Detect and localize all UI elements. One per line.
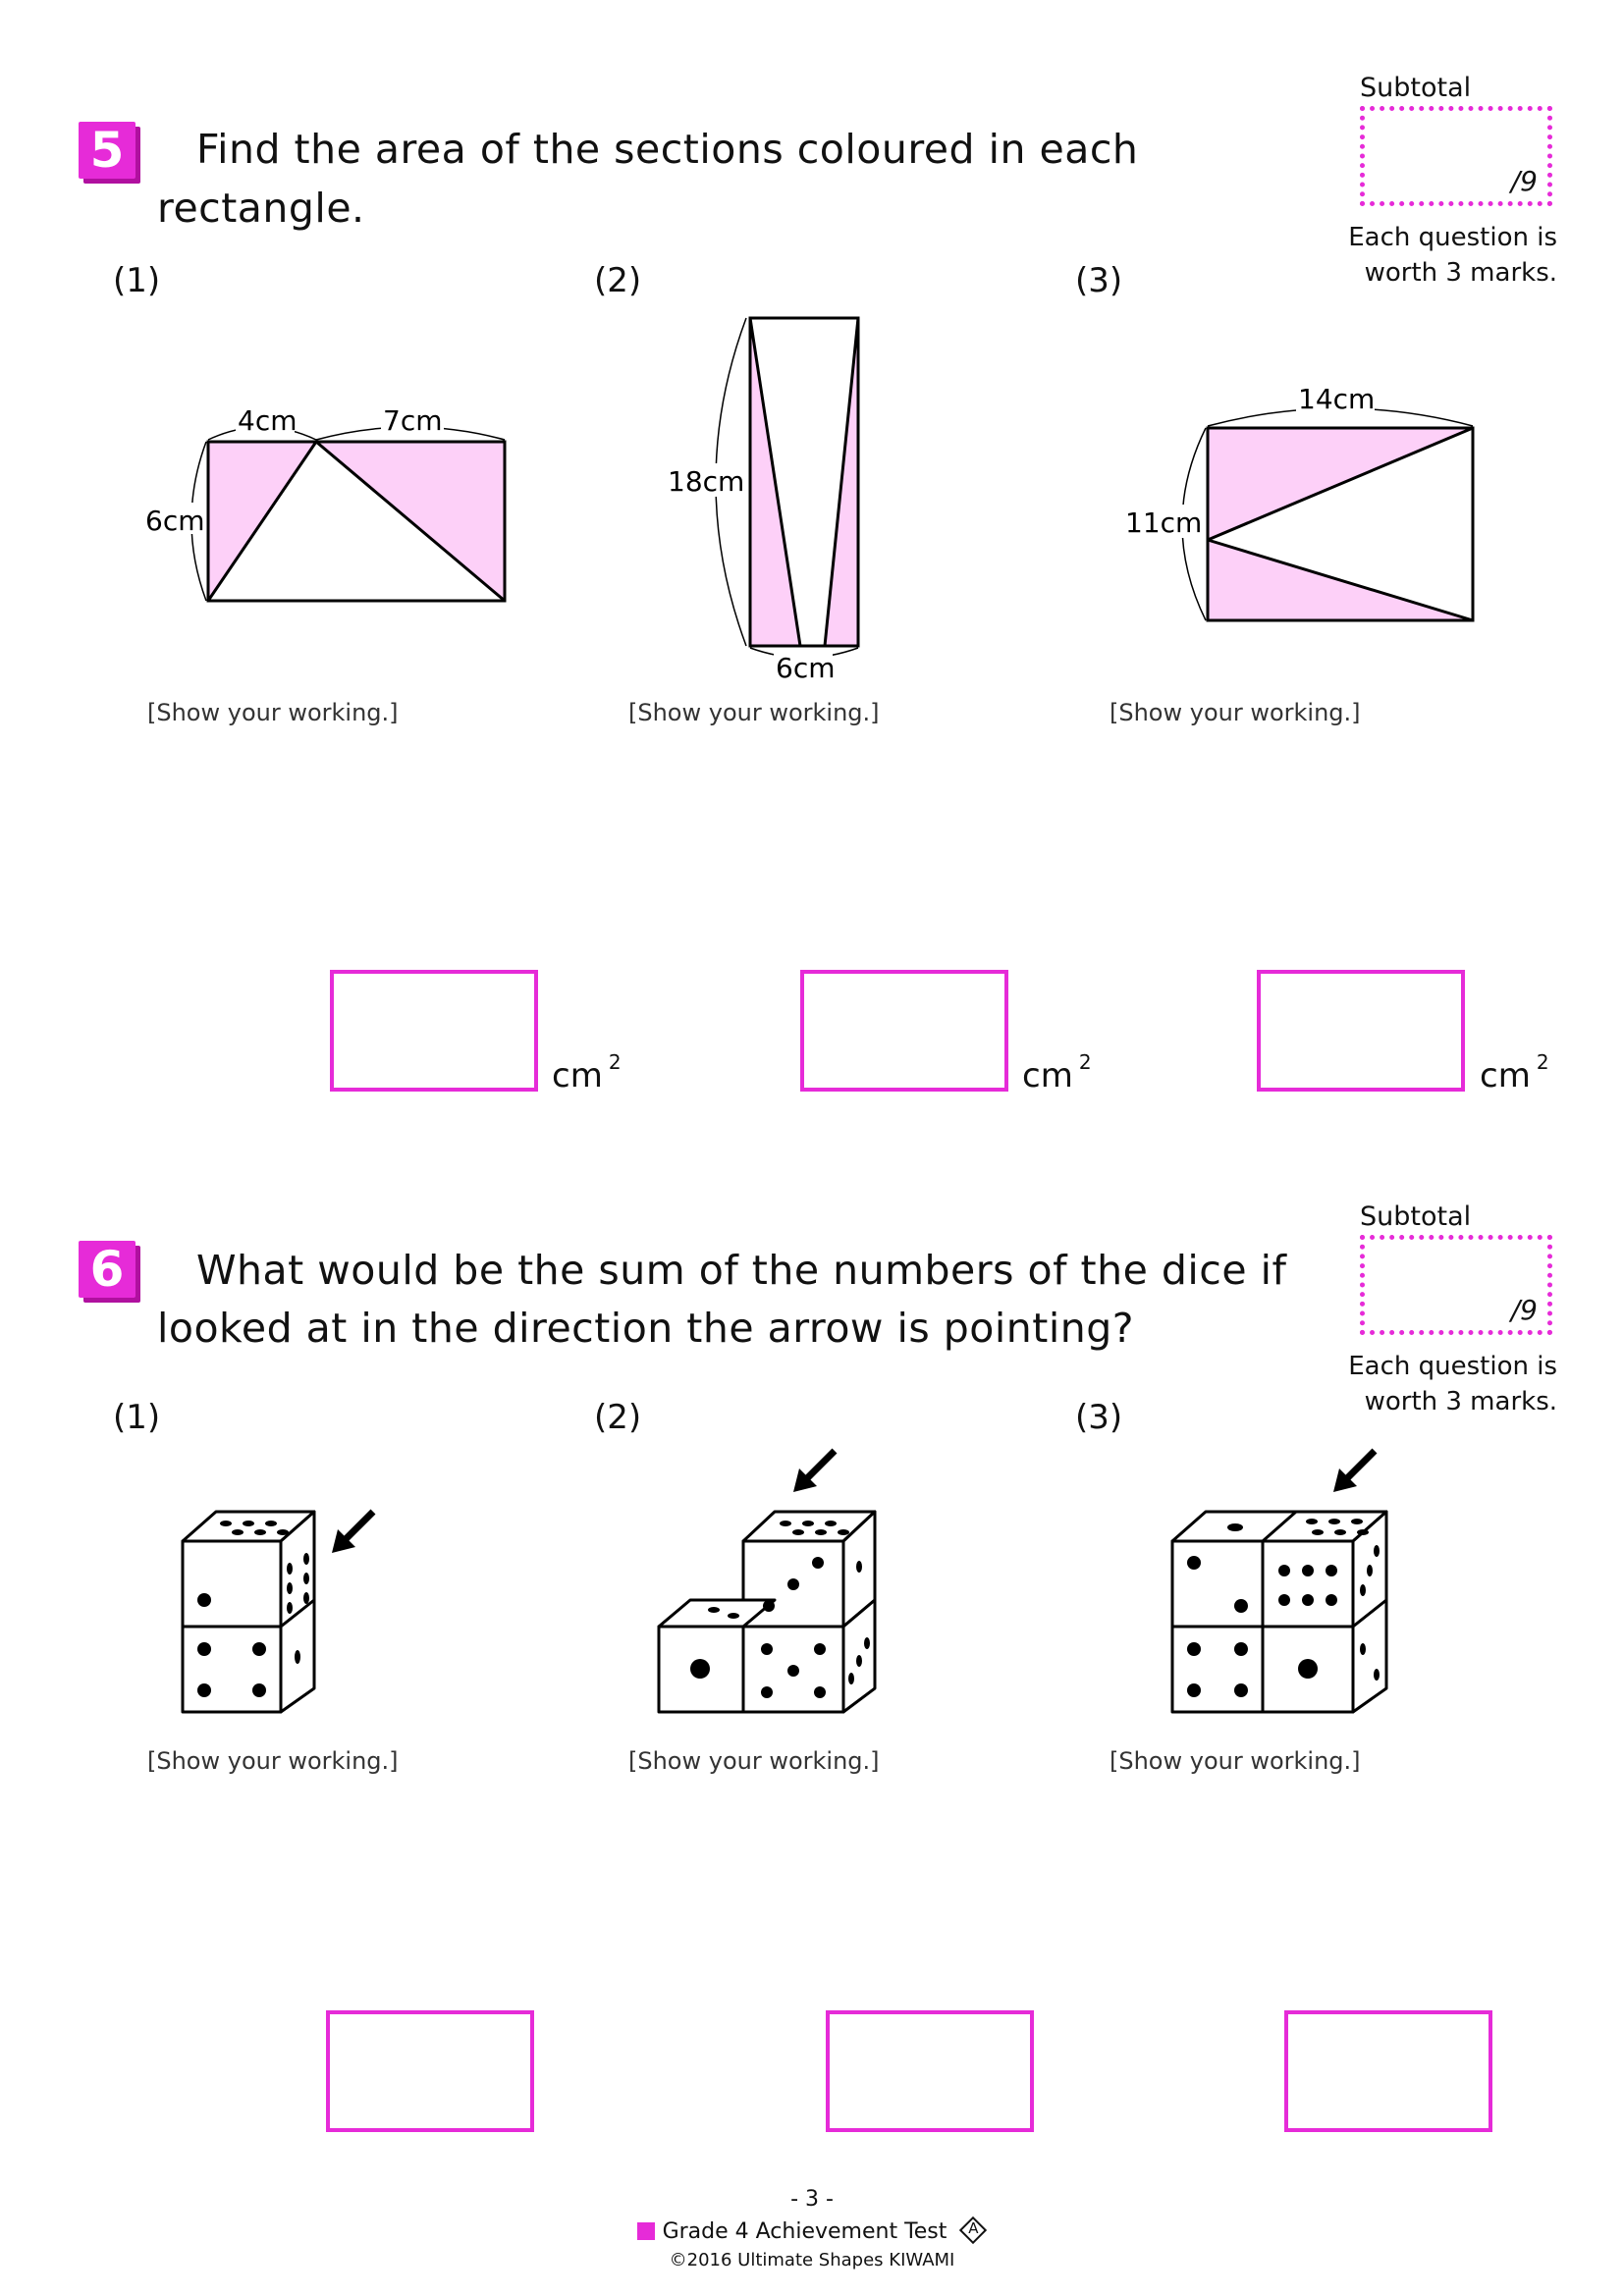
q5-part2-answer-box[interactable]: [800, 970, 1008, 1092]
q5-part3-unit-text: cm: [1480, 1056, 1531, 1095]
footer-version-badge: [959, 2216, 987, 2244]
q6-part2-dice-figure: [653, 1502, 898, 1718]
q5-subtotal-label: Subtotal: [1360, 73, 1472, 103]
q6-part3-answer-box[interactable]: [1284, 2010, 1492, 2132]
page-number: - 3 -: [790, 2187, 834, 2212]
question-6-text-line2: looked at in the direction the arrow is pointing?: [157, 1305, 1134, 1352]
question-6-text-line1: What would be the sum of the numbers of the dice if: [196, 1247, 1287, 1294]
q5-part2-unit-sup: 2: [1078, 1050, 1092, 1074]
question-5-text-line1: Find the area of the sections coloured in each: [196, 126, 1139, 173]
footer-version: A: [968, 2219, 979, 2237]
q5-part1-unit-sup: 2: [608, 1050, 622, 1074]
q6-part2-arrow-icon: [791, 1447, 840, 1496]
q5-part1-dim-top-right: 7cm: [383, 404, 443, 437]
q6-part3-label: (3): [1075, 1398, 1123, 1437]
q5-note-line1: Each question is: [1348, 223, 1557, 252]
q6-part1-answer-box[interactable]: [326, 2010, 534, 2132]
q5-part3-answer-box[interactable]: [1257, 970, 1465, 1092]
q5-part1-figure: [137, 393, 520, 618]
q5-part1-label: (1): [113, 261, 161, 300]
q6-note-line1: Each question is: [1348, 1352, 1557, 1381]
q6-part2-working-label: [Show your working.]: [628, 1747, 880, 1775]
q5-part2-figure: [648, 304, 903, 687]
footer-square-icon: [637, 2222, 655, 2240]
q6-part3-arrow-icon: [1331, 1447, 1380, 1496]
q6-subtotal-box[interactable]: [1360, 1235, 1552, 1335]
q5-part3-working-label: [Show your working.]: [1110, 699, 1361, 726]
q6-subtotal-max: /9: [1510, 1294, 1538, 1326]
q5-part3-unit-sup: 2: [1536, 1050, 1549, 1074]
q5-part1-unit: [552, 1050, 622, 1095]
footer-copyright: ©2016 Ultimate Shapes KIWAMI: [669, 2250, 955, 2270]
q5-part2-label: (2): [594, 261, 642, 300]
q6-part3-working-label: [Show your working.]: [1110, 1747, 1361, 1775]
q5-part3-dim-side: 11cm: [1125, 507, 1203, 539]
q6-part1-arrow-icon: [330, 1508, 379, 1557]
q5-part2-dim-bottom: 6cm: [776, 652, 836, 684]
footer-title: Grade 4 Achievement Test: [662, 2219, 947, 2244]
q5-part1-working-label: [Show your working.]: [147, 699, 399, 726]
q5-part1-dim-side: 6cm: [145, 505, 205, 537]
q6-subtotal-label: Subtotal: [1360, 1201, 1472, 1232]
q6-marks-note: [1348, 1349, 1557, 1419]
q5-note-line2: worth 3 marks.: [1364, 258, 1557, 288]
question-5-text-line2: rectangle.: [157, 185, 365, 232]
q6-part3-dice-figure: [1166, 1502, 1402, 1718]
q5-part1-answer-box[interactable]: [330, 970, 538, 1092]
q5-part1-dim-top-left: 4cm: [238, 404, 298, 437]
q6-part2-answer-box[interactable]: [826, 2010, 1034, 2132]
q5-subtotal-max: /9: [1510, 165, 1538, 197]
q6-part1-working-label: [Show your working.]: [147, 1747, 399, 1775]
q6-part2-label: (2): [594, 1398, 642, 1437]
question-5-number: 5: [79, 122, 135, 179]
q5-marks-note: [1348, 220, 1557, 291]
q5-part2-dim-side: 18cm: [668, 465, 745, 498]
q5-part3-dim-top: 14cm: [1298, 383, 1376, 415]
q5-subtotal-box[interactable]: [1360, 106, 1552, 206]
q5-part3-unit: [1480, 1050, 1549, 1095]
q6-part1-label: (1): [113, 1398, 161, 1437]
q5-part3-figure: [1110, 371, 1512, 636]
footer-title-row: [0, 2216, 1624, 2244]
question-6-number: 6: [79, 1241, 135, 1298]
q5-part3-label: (3): [1075, 261, 1123, 300]
q5-part2-unit: [1022, 1050, 1092, 1095]
q5-part2-working-label: [Show your working.]: [628, 699, 880, 726]
q5-part1-unit-text: cm: [552, 1056, 603, 1095]
q6-note-line2: worth 3 marks.: [1364, 1387, 1557, 1416]
q5-part2-unit-text: cm: [1022, 1056, 1073, 1095]
